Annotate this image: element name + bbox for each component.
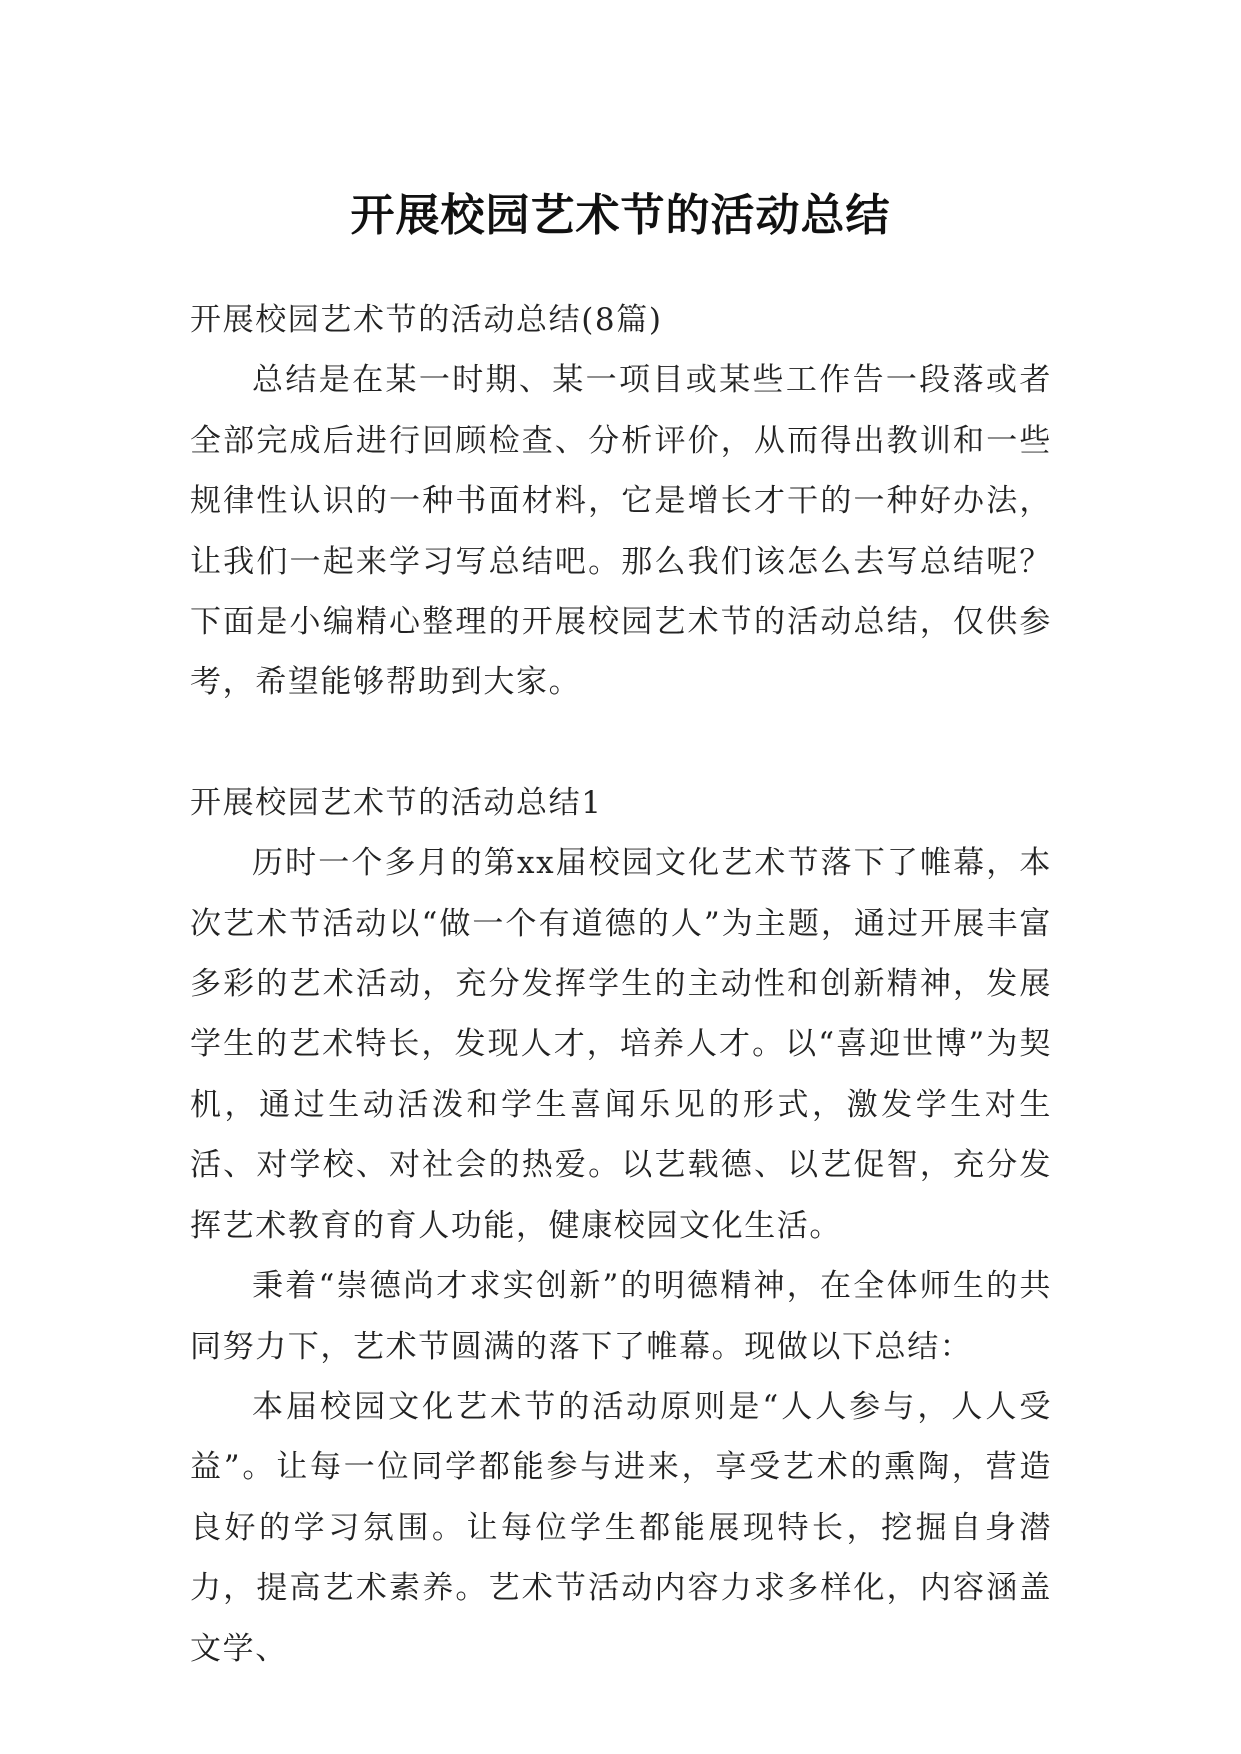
body-paragraph: 历时一个多月的第xx届校园文化艺术节落下了帷幕，本次艺术节活动以“做一个有道德的人”为主题，通过开展丰富多彩的艺术活动，充分发挥学生的主动性和创新精神，发展学生的艺术特长，发现人才，培养人才。以“喜迎世博”为契机，通过生动活泼和学生喜闻乐见的形式，激发学生对生活、对学校、对社会的热爱。以艺载德、以艺促智，充分发挥艺术教育的育人功能，健康校园文化生活。 — [190, 845, 1052, 1244]
collection-heading: 开展校园艺术节的活动总结(8篇) — [190, 302, 663, 338]
intro-paragraph: 总结是在某一时期、某一项目或某些工作告一段落或者全部完成后进行回顾检查、分析评价，从而得出教训和一些规律性认识的一种书面材料，它是增长才干的一种好办法，让我们一起来学习写总结吧。那么我们该怎么去写总结呢？下面是小编精心整理的开展校园艺术节的活动总结，仅供参考，希望能够帮助到大家。 — [190, 362, 1052, 701]
section-spacer — [190, 713, 1052, 773]
body-paragraph: 秉着“崇德尚才求实创新”的明德精神，在全体师生的共同努力下，艺术节圆满的落下了帷幕。现做以下总结： — [190, 1268, 1052, 1365]
document-body — [190, 290, 1052, 1679]
section-heading: 开展校园艺术节的活动总结1 — [190, 784, 603, 821]
document-title: 开展校园艺术节的活动总结 — [350, 190, 891, 242]
body-paragraph: 本届校园文化艺术节的活动原则是“人人参与，人人受益”。让每一位同学都能参与进来，享受艺术的熏陶，营造良好的学习氛围。让每位学生都能展现特长，挖掘自身潜力，提高艺术素养。艺术节活动内容力求多样化，内容涵盖文学、 — [190, 1388, 1052, 1667]
